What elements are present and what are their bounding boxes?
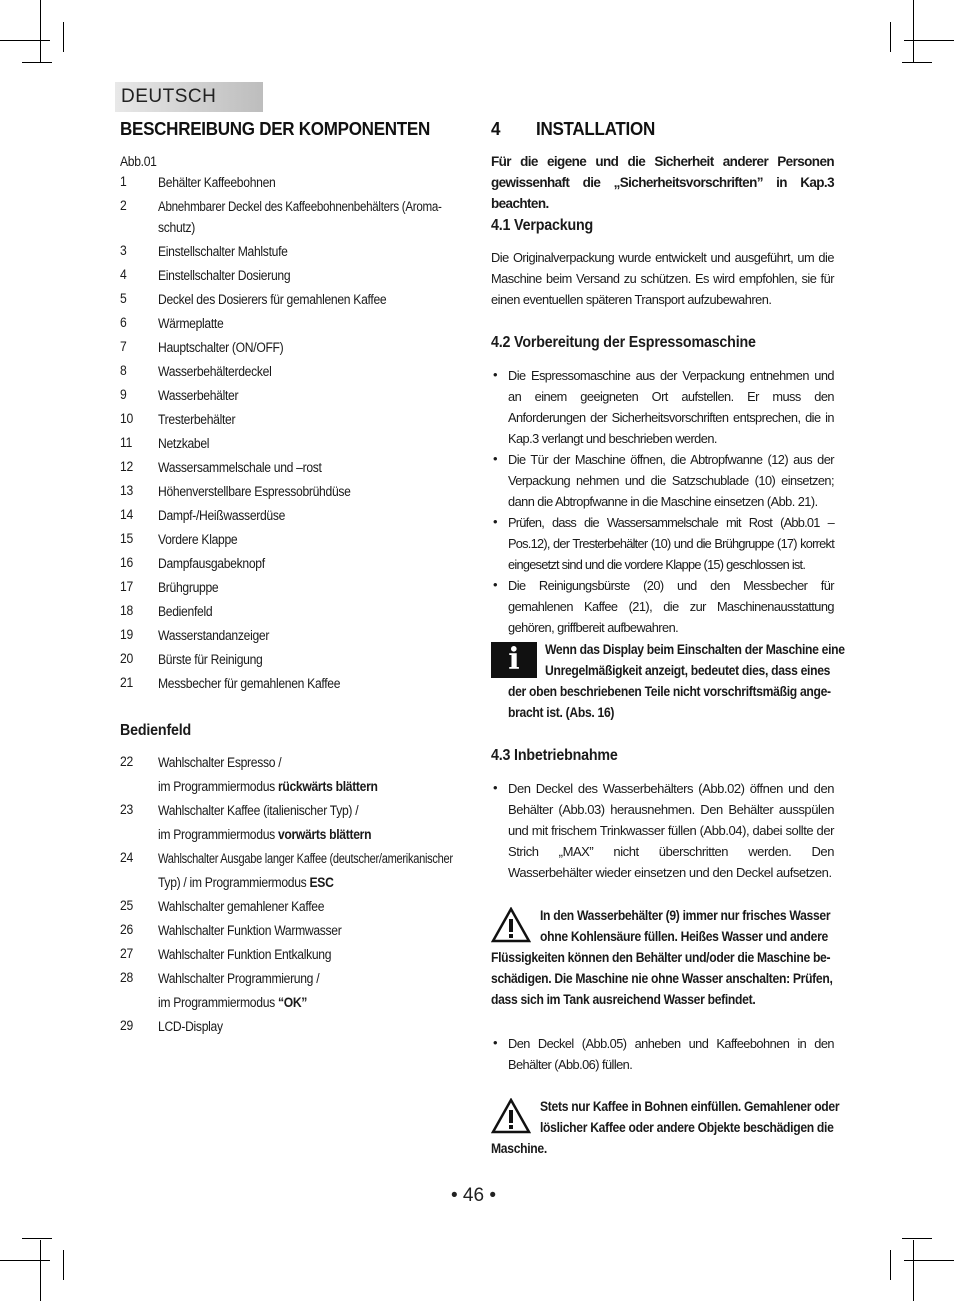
section-4-2-bullet: Prüfen, dass die Wassersammelschale mit Rost (Abb.01 – Pos.12), der Tresterbehälter (10) und die Brühgruppe (17) korrekt eingesetzt sind und die vordere Klappe (15) geschlossen ist. (508, 515, 834, 572)
component-number: 2 (120, 198, 127, 213)
panel-number: 27 (120, 946, 133, 961)
warning-line: Maschine. (491, 1141, 547, 1156)
panel-label-cont (158, 824, 371, 845)
crop-mark (63, 1250, 64, 1280)
panel-number: 23 (120, 802, 133, 817)
component-number: 11 (120, 435, 133, 450)
bullet-dot: • (493, 577, 498, 592)
warning-line: schädigen. Die Maschine nie ohne Wasser anschalten: Prüfen, (491, 971, 833, 986)
component-label: Behälter Kaffeebohnen (158, 175, 276, 190)
crop-mark (22, 62, 52, 63)
panel-number: 22 (120, 754, 133, 769)
panel-mode-text: im Programmiermodus (158, 779, 278, 794)
panel-mode-action: “OK” (277, 995, 308, 1010)
crop-mark (0, 40, 50, 41)
warning-line: Stets nur Kaffee in Bohnen einfüllen. Gemahlener oder (540, 1099, 840, 1114)
section-4-2-bullet: Die Espressomaschine aus der Verpackung entnehmen und an einem geeigneten Ort aufstellen. Er muss den Anforderungen der Sicherheitsvorschriften entsprechen, die in Kap.3 verlangt und beschrieben werden. (508, 368, 834, 446)
component-label: Einstellschalter Mahlstufe (158, 244, 288, 259)
component-number: 20 (120, 651, 133, 666)
crop-mark (913, 0, 914, 62)
component-label: Messbecher für gemahlenen Kaffee (158, 676, 341, 691)
component-number: 4 (120, 267, 127, 282)
component-label: Vordere Klappe (158, 532, 238, 547)
panel-heading: Bedienfeld (120, 722, 192, 739)
warning-line: löslicher Kaffee oder andere Objekte beschädigen die (540, 1120, 834, 1135)
component-label: Dampfausgabeknopf (158, 556, 265, 571)
panel-label: Wahlschalter Ausgabe langer Kaffee (deutscher/amerikanischer (158, 851, 453, 866)
bullet-dot: • (493, 514, 498, 529)
crop-mark (63, 22, 64, 52)
component-number: 1 (120, 174, 127, 189)
component-number: 3 (120, 243, 127, 258)
crop-mark (902, 62, 932, 63)
panel-label-cont (158, 872, 334, 893)
component-label: Wassersammelschale und –rost (158, 460, 322, 475)
panel-label-cont (158, 776, 378, 797)
component-label: Wärmeplatte (158, 316, 224, 331)
component-label: Wasserbehälter (158, 388, 239, 403)
component-number: 12 (120, 459, 133, 474)
bullet-dot: • (493, 451, 498, 466)
component-label: Netzkabel (158, 436, 210, 451)
crop-mark (904, 40, 954, 41)
component-number: 17 (120, 579, 133, 594)
component-label-cont: schutz) (158, 220, 195, 235)
crop-mark (902, 1238, 932, 1239)
panel-mode-action: rückwärts blättern (277, 779, 378, 794)
section-4-3-title: 4.3 Inbetriebnahme (491, 747, 618, 764)
component-label: Abnehmbarer Deckel des Kaffeebohnenbehälters (Aroma- (158, 199, 442, 214)
warning-line: Flüssigkeiten können den Behälter und/oder die Maschine be- (491, 950, 831, 965)
panel-number: 24 (120, 850, 133, 865)
component-label: Bürste für Reinigung (158, 652, 263, 667)
warning-line: ohne Kohlensäure füllen. Heißes Wasser und andere (540, 929, 828, 944)
bullet-dot: • (493, 1035, 498, 1050)
component-label: Wasserbehälterdeckel (158, 364, 272, 379)
info-line: der oben beschriebenen Teile nicht vorschriftsmäßig ange- (508, 684, 831, 699)
section-4-2-bullet: Die Tür der Maschine öffnen, die Abtropfwanne (12) aus der Verpackung nehmen und die Satzschublade (10) einsetzen; dann die Abtropfwanne in die Maschine einsetzen (Abb. 21). (508, 452, 834, 509)
components-heading: BESCHREIBUNG DER KOMPONENTEN (120, 118, 431, 139)
panel-mode-text: Typ) / im Programmiermodus (158, 875, 310, 890)
info-line: Unregelmäßigkeit anzeigt, bedeutet dies, dass eines (545, 663, 831, 678)
section-4-3-bullet-1: Den Deckel des Wasserbehälters (Abb.02) öffnen und den Behälter (Abb.03) herausnehmen. Den Behälter ausspülen und mit frischem Trinkwasser füllen (Abb.04), dabei sollte der Strich „MAX” nicht überschritten werden. Den Wasserbehälter wieder einsetzen und den Deckel aufsetzen. (508, 781, 834, 880)
warning-line: dass sich im Tank ausreichend Wasser befindet. (491, 992, 756, 1007)
panel-number: 29 (120, 1018, 133, 1033)
component-label: Dampf-/Heißwasserdüse (158, 508, 286, 523)
crop-mark (904, 1260, 954, 1261)
crop-mark (0, 1260, 50, 1261)
page-number: • 46 • (451, 1185, 496, 1206)
component-number: 15 (120, 531, 133, 546)
crop-mark (890, 22, 891, 52)
component-label: Wasserstandanzeiger (158, 628, 270, 643)
component-number: 13 (120, 483, 133, 498)
panel-number: 28 (120, 970, 133, 985)
info-line: bracht ist. (Abs. 16) (508, 705, 615, 720)
panel-number: 25 (120, 898, 133, 913)
component-number: 21 (120, 675, 133, 690)
component-number: 19 (120, 627, 133, 642)
component-number: 8 (120, 363, 127, 378)
bullet-dot: • (493, 780, 498, 795)
component-number: 16 (120, 555, 133, 570)
component-label: Deckel des Dosierers für gemahlenen Kaffee (158, 292, 387, 307)
warning-line: In den Wasserbehälter (9) immer nur frisches Wasser (540, 908, 831, 923)
section-4-1-text: Die Originalverpackung wurde entwickelt und ausgeführt, um die Maschine beim Versand zu schützen. Es wird empfohlen, sie für einen eventuellen späteren Transport aufzubewahren. (491, 250, 834, 307)
installation-heading: INSTALLATION (536, 118, 655, 139)
bullet-dot: • (493, 367, 498, 382)
panel-mode-action: vorwärts blättern (277, 827, 372, 842)
panel-mode-action: ESC (309, 875, 334, 890)
crop-mark (913, 1240, 914, 1301)
component-number: 6 (120, 315, 127, 330)
section-4-2-bullet: Die Reinigungsbürste (20) und den Messbecher für gemahlenen Kaffee (21), die zur Maschinenausstattung gehören, griffbereit aufbewahren. (508, 578, 834, 635)
crop-mark (40, 0, 41, 62)
language-label: DEUTSCH (121, 86, 217, 107)
info-icon: i (491, 642, 537, 678)
section-4-2-title: 4.2 Vorbereitung der Espressomaschine (491, 334, 756, 351)
component-number: 14 (120, 507, 133, 522)
panel-label: LCD-Display (158, 1019, 223, 1034)
info-line: Wenn das Display beim Einschalten der Maschine eine (545, 642, 845, 657)
component-number: 10 (120, 411, 133, 426)
intro-text: Für die eigene und die Sicherheit anderer Personen gewissenhaft die „Sicherheitsvorschriften” in Kap.3 beachten. (491, 154, 834, 211)
panel-label: Wahlschalter Kaffee (italienischer Typ) / (158, 803, 359, 818)
panel-number: 26 (120, 922, 133, 937)
figure-ref: Abb.01 (120, 154, 157, 169)
warning-icon (491, 1098, 531, 1134)
component-label: Hauptschalter (ON/OFF) (158, 340, 284, 355)
component-number: 18 (120, 603, 133, 618)
panel-label: Wahlschalter gemahlener Kaffee (158, 899, 325, 914)
panel-label: Wahlschalter Funktion Warmwasser (158, 923, 342, 938)
panel-label: Wahlschalter Funktion Entkalkung (158, 947, 332, 962)
section-4-3-bullet-2: Den Deckel (Abb.05) anheben und Kaffeebohnen in den Behälter (Abb.06) füllen. (508, 1036, 834, 1072)
panel-mode-text: im Programmiermodus (158, 995, 278, 1010)
section-4-1-title: 4.1 Verpackung (491, 217, 594, 234)
crop-mark (22, 1238, 52, 1239)
crop-mark (40, 1240, 41, 1301)
component-number: 5 (120, 291, 127, 306)
panel-label: Wahlschalter Programmierung / (158, 971, 320, 986)
component-number: 7 (120, 339, 127, 354)
panel-label: Wahlschalter Espresso / (158, 755, 282, 770)
component-number: 9 (120, 387, 127, 402)
section-number: 4 (491, 118, 501, 139)
warning-icon (491, 907, 531, 943)
component-label: Höhenverstellbare Espressobrühdüse (158, 484, 351, 499)
panel-mode-text: im Programmiermodus (158, 827, 278, 842)
crop-mark (890, 1250, 891, 1280)
component-label: Tresterbehälter (158, 412, 236, 427)
language-tab (115, 82, 263, 112)
panel-label-cont (158, 992, 307, 1013)
component-label: Bedienfeld (158, 604, 213, 619)
component-label: Einstellschalter Dosierung (158, 268, 291, 283)
component-label: Brühgruppe (158, 580, 219, 595)
